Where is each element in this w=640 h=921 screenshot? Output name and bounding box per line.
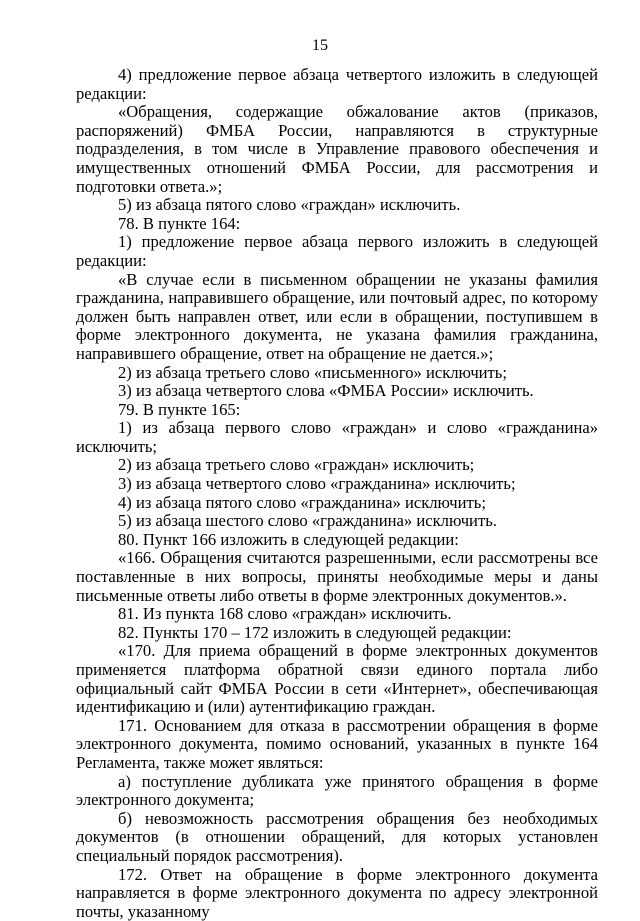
paragraph: 79. В пункте 165: <box>118 399 241 419</box>
paragraph: 81. Из пункта 168 слово «граждан» исключить. <box>118 604 452 624</box>
document-body <box>76 66 598 921</box>
paragraph: б) невозможность рассмотрения обращения без необходимых документов (в отношении обращений, для которых установлен специальный порядок рассмотрения). <box>76 808 598 865</box>
paragraph: 3) из абзаца четвертого слово «гражданина» исключить; <box>118 474 516 494</box>
paragraph: «Обращения, содержащие обжалование актов (приказов, распоряжений) ФМБА России, направляются в структурные подразделения, в том числе в Управление правового обеспечения и имущественных отношений ФМБА России, для рассмотрения и подготовки ответа.»; <box>76 102 598 196</box>
paragraph: «170. Для приема обращений в форме электронных документов применяется платформа обратной связи единого портала либо официальный сайт ФМБА России в сети «Интернет», обеспечивающая идентификацию и (или) аутентификацию граждан. <box>76 641 598 717</box>
paragraph: 2) из абзаца третьего слово «письменного» исключить; <box>118 362 507 382</box>
paragraph: 1) предложение первое абзаца первого изложить в следующей редакции: <box>76 232 598 270</box>
paragraph: 171. Основанием для отказа в рассмотрении обращения в форме электронного документа, помимо оснований, указанных в пункте 164 Регламента, также может являться: <box>76 715 598 772</box>
paragraph: 4) предложение первое абзаца четвертого изложить в следующей редакции: <box>76 65 598 103</box>
paragraph: 4) из абзаца пятого слово «гражданина» исключить; <box>118 492 486 512</box>
paragraph: а) поступление дубликата уже принятого обращения в форме электронного документа; <box>76 771 598 810</box>
paragraph: 80. Пункт 166 изложить в следующей редакции: <box>118 529 459 549</box>
paragraph: 78. В пункте 164: <box>118 213 241 233</box>
paragraph: 5) из абзаца шестого слово «гражданина» исключить. <box>118 511 497 531</box>
paragraph: 5) из абзаца пятого слово «граждан» исключить. <box>118 195 461 215</box>
paragraph: 1) из абзаца первого слово «граждан» и слово «гражданина» исключить; <box>76 418 598 456</box>
paragraph: «166. Обращения считаются разрешенными, если рассмотрены все поставленные в них вопросы, приняты необходимые меры и даны письменные ответы либо ответы в форме электронных документов.». <box>76 548 598 605</box>
paragraph: 3) из абзаца четвертого слова «ФМБА России» исключить. <box>118 381 534 401</box>
paragraph: 2) из абзаца третьего слово «граждан» исключить; <box>118 455 475 475</box>
paragraph: 172. Ответ на обращение в форме электронного документа направляется в форме электронного документа по адресу электронной почты, указанному <box>76 864 598 921</box>
paragraph: 82. Пункты 170 – 172 изложить в следующей редакции: <box>118 622 512 642</box>
paragraph: «В случае если в письменном обращении не указаны фамилия гражданина, направившего обращение, или почтовый адрес, по которому должен быть направлен ответ, или если в обращении, поступившем в форме электронного документа, не указана фамилия гражданина, направившего обращение, ответ на обращение не дается.»; <box>76 269 598 363</box>
page-number: 15 <box>312 37 328 54</box>
